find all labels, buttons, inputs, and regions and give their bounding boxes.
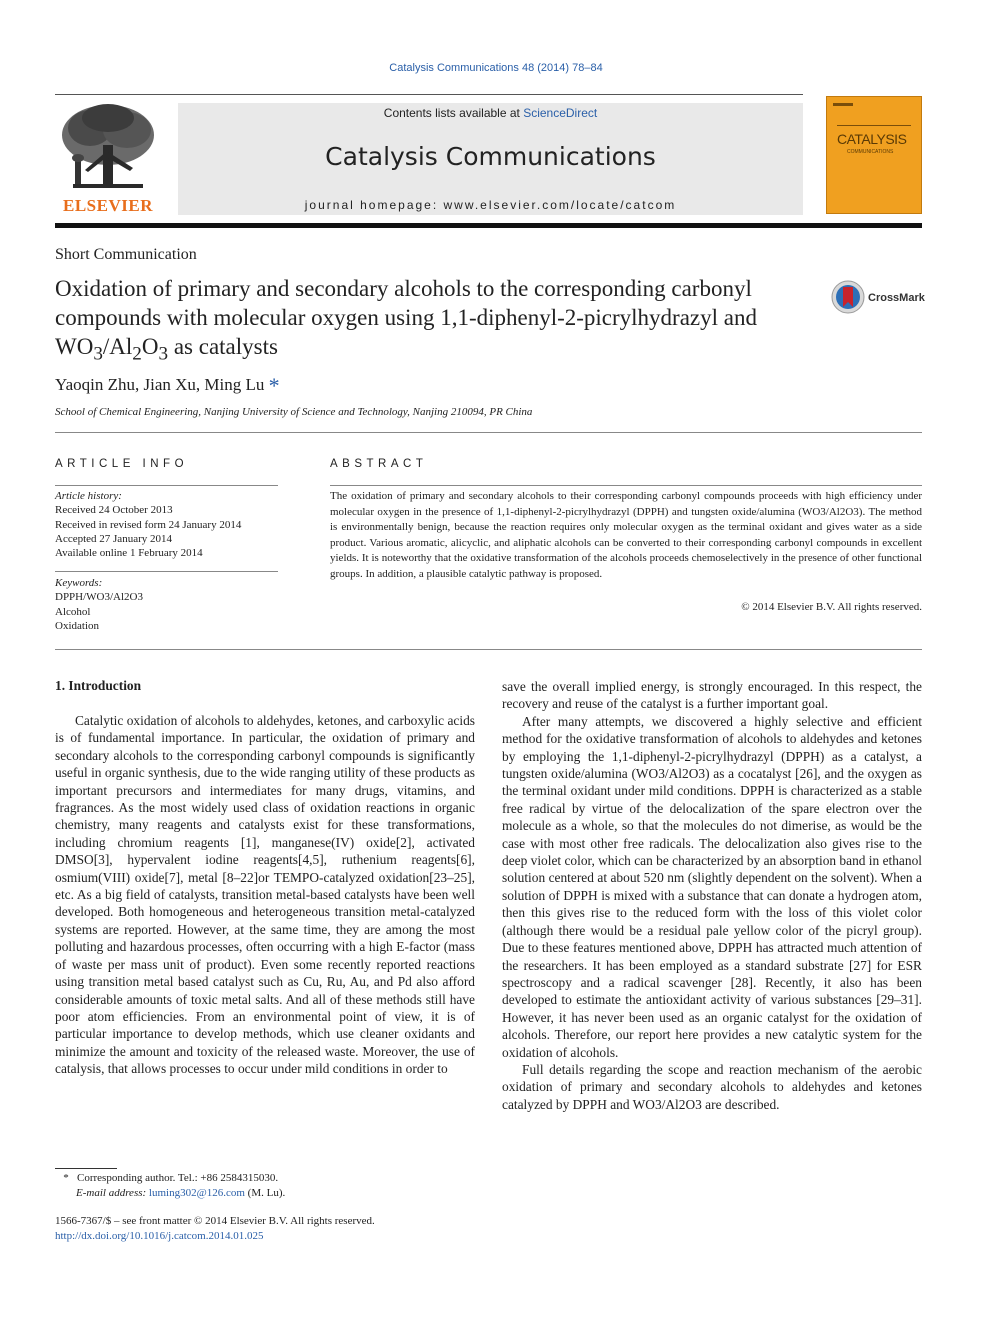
sciencedirect-link[interactable]: ScienceDirect bbox=[523, 106, 598, 120]
body-paragraph: Catalytic oxidation of alcohols to aldehydes, ketones, and carboxylic acids is of fundamental importance. In particular, the oxidation of primary and secondary alcohols to the corresponding carbonyl compounds is significantly useful in organic synthesis, due to the wide ranging utility of these products as important precursors and intermediates for many drugs, vitamins, and fragrances. As the most widely used class of oxidation reactions in organic chemistry, many reagents and catalysts exist for these transformations, including chromium reagents [1], manganese(IV) oxide[2], activated DMSO[3], hypervalent iodine reagents[4,5], ruthenium reagents[6], osmium(VIII) oxide[7], metal [8–22]or TEMPO-catalyzed oxidation[23–25], etc. As a big field of catalysts, transition metal-based catalysts have been well developed. Both homogeneous and heterogeneous transition metal-catalyzed systems are reported. However, at the same time, they are among the most polluting and hazardous processes, often occurring with a high E-factor (mass of waste per mass unit of product). Even some recently reported reactions using transition metal based catalyst such as Cu, Ru, Au, and Pd also afford considerable amounts of toxic metal salts. And all of these methods still have poor atom efficiencies. From an environmental point of view, it is of particular importance to develop methods, which use cleaner oxidants and minimize the amount and toxicity of the released waste. Moreover, the use of catalysis, that allows processes to occur under mild conditions in order to bbox=[55, 713, 475, 1077]
journal-title: Catalysis Communications bbox=[325, 142, 656, 171]
title-subscript-2: 2 bbox=[132, 343, 142, 365]
affiliation-rule bbox=[55, 432, 922, 433]
keywords-label: Keywords: bbox=[55, 577, 103, 589]
article-title bbox=[55, 274, 795, 369]
history-label: Article history: bbox=[55, 490, 122, 502]
history-online: Available online 1 February 2014 bbox=[55, 547, 203, 560]
article-info-heading: ARTICLE INFO bbox=[55, 458, 189, 470]
abstract-text: The oxidation of primary and secondary alcohols to their corresponding carbonyl compounds proceeds with high efficiency under molecular oxygen in the presence of 1,1-diphenyl-2-picrylhydrazyl (DPPH) and tungsten oxide/alumina (WO3/Al2O3). The method is environmentally benign, because the reaction requires only molecular oxygen as the terminal oxidant and gives water as a side product. Various aromatic, alicyclic, and aliphatic alcohols can be converted to their corresponding carbonyl compounds in excellent yields. It is noteworthy that the oxidative transformation of the alcohols proceeds chemoselectively in the presence of other functional groups. In addition, a plausible catalytic pathway is proposed. bbox=[330, 490, 922, 580]
cover-mark bbox=[833, 103, 853, 106]
history-accepted: Accepted 27 January 2014 bbox=[55, 532, 172, 545]
cover-rule bbox=[837, 125, 911, 126]
journal-reference[interactable]: Catalysis Communications 48 (2014) 78–84 bbox=[389, 62, 603, 74]
issn-line: 1566-7367/$ – see front matter © 2014 Elsevier B.V. All rights reserved. bbox=[55, 1215, 375, 1227]
corresponding-author-footnote bbox=[55, 1171, 285, 1201]
author-list bbox=[55, 373, 280, 399]
history-revised: Received in revised form 24 January 2014 bbox=[55, 518, 242, 531]
footnote-corresponding-text: Corresponding author. Tel.: +86 2584315030. bbox=[77, 1172, 279, 1184]
footnote-mark: * bbox=[63, 1172, 69, 1184]
journal-cover-thumbnail[interactable] bbox=[826, 96, 922, 214]
keywords bbox=[55, 576, 143, 633]
contents-prefix: Contents lists available at bbox=[383, 106, 524, 120]
footnote-corresponding bbox=[55, 1171, 285, 1186]
elsevier-wordmark: ELSEVIER bbox=[63, 196, 153, 215]
title-text-1: Oxidation of primary and secondary alcohols to the corresponding carbonyl compounds with molecular oxygen using 1,1-diphenyl-2-picrylhydrazyl and WO bbox=[55, 276, 757, 359]
keyword-item: DPPH/WO3/Al2O3 bbox=[55, 591, 144, 604]
authors-names: Yaoqin Zhu, Jian Xu, Ming Lu bbox=[55, 375, 265, 394]
email-suffix: (M. Lu). bbox=[247, 1187, 286, 1199]
doi-link[interactable]: http://dx.doi.org/10.1016/j.catcom.2014.01.025 bbox=[55, 1229, 264, 1242]
body-column-left bbox=[55, 712, 475, 1078]
body-column-right bbox=[502, 678, 922, 1113]
body-paragraph: Full details regarding the scope and reaction mechanism of the aerobic oxidation of primary and secondary alcohols to aldehydes and ketones catalyzed by DPPH and WO3/Al2O3 are described. bbox=[502, 1061, 922, 1112]
abstract-rule bbox=[330, 485, 922, 486]
title-subscript-1: 3 bbox=[93, 343, 103, 365]
keyword-item: Alcohol bbox=[55, 605, 91, 618]
cover-subtitle: COMMUNICATIONS bbox=[847, 149, 894, 155]
body-paragraph: save the overall implied energy, is strongly encouraged. In this respect, the recovery and reuse of the catalyst is a further important goal. bbox=[502, 679, 922, 712]
keywords-rule bbox=[55, 571, 278, 572]
crossmark-icon[interactable] bbox=[831, 280, 865, 314]
title-subscript-3: 3 bbox=[158, 343, 169, 365]
issn-block bbox=[55, 1214, 375, 1243]
corresponding-author-mark[interactable]: * bbox=[268, 373, 280, 398]
history-received: Received 24 October 2013 bbox=[55, 504, 173, 517]
title-text-2: /Al bbox=[102, 334, 133, 359]
header-top-rule bbox=[55, 94, 803, 95]
footnote-rule bbox=[55, 1168, 117, 1169]
body-paragraph: After many attempts, we discovered a highly selective and efficient method for the oxidative transformation of alcohols to aldehydes and ketones by employing the 1,1-diphenyl-2-picrylhydrazyl (DPPH) as a catalyst, a tungsten oxide/alumina (WO3/Al2O3) as a cocatalyst [26], and the oxygen as the terminal oxidant under mild conditions. DPPH is characterized as a stable free radical by virtue of the delocalization of the spare electron over the molecule as a whole, so that the molecules do not dimerise, as would be the case with most other free radicals. The delocalization also gives rise to the deep violet color, which can be characterized by an absorption band in ethanol solution centered at about 520 nm (slightly dependent on the solvent). When a solution of DPPH is mixed with a substance that can donate a hydrogen atom, then this gives rise to the reduced form with the loss of this violet color (although there would be a residual pale yellow color of the picryl group). Due to these features mentioned above, DPPH has attracted much attention of the researchers. It has been employed as a standard substrate [27] for ESR spectroscopy and a radical scavenger [28]. Recently, it also has been developed to estimate the antioxidant activity of various substances [29–31]. However, it has never been used as an organic catalyst for the oxidation of alcohols. Therefore, our report here provides a new catalytic system for the oxidation of alcohols. bbox=[502, 713, 922, 1060]
contents-line bbox=[178, 106, 803, 120]
section-heading-introduction: 1. Introduction bbox=[55, 678, 142, 693]
keyword-item: Oxidation bbox=[55, 619, 99, 632]
crossmark-label[interactable]: CrossMark bbox=[868, 292, 925, 304]
body-rule bbox=[55, 649, 922, 650]
article-type: Short Communication bbox=[55, 246, 197, 263]
cover-title: CATALYSIS bbox=[837, 131, 907, 147]
journal-homepage[interactable]: journal homepage: www.elsevier.com/locate/catcom bbox=[304, 198, 677, 212]
title-text-3: O bbox=[141, 334, 159, 359]
article-history bbox=[55, 489, 241, 560]
affiliation: School of Chemical Engineering, Nanjing University of Science and Technology, Nanjing 210094, PR China bbox=[55, 406, 533, 418]
article-info-rule bbox=[55, 485, 278, 486]
email-link[interactable]: luming302@126.com bbox=[148, 1187, 245, 1199]
abstract-copyright: © 2014 Elsevier B.V. All rights reserved. bbox=[741, 601, 922, 613]
footnote-email bbox=[55, 1186, 285, 1201]
header-thick-rule bbox=[55, 223, 922, 228]
abstract-heading: ABSTRACT bbox=[330, 458, 428, 470]
title-text-4: as catalysts bbox=[168, 334, 278, 359]
email-label: E-mail address: bbox=[76, 1187, 147, 1199]
